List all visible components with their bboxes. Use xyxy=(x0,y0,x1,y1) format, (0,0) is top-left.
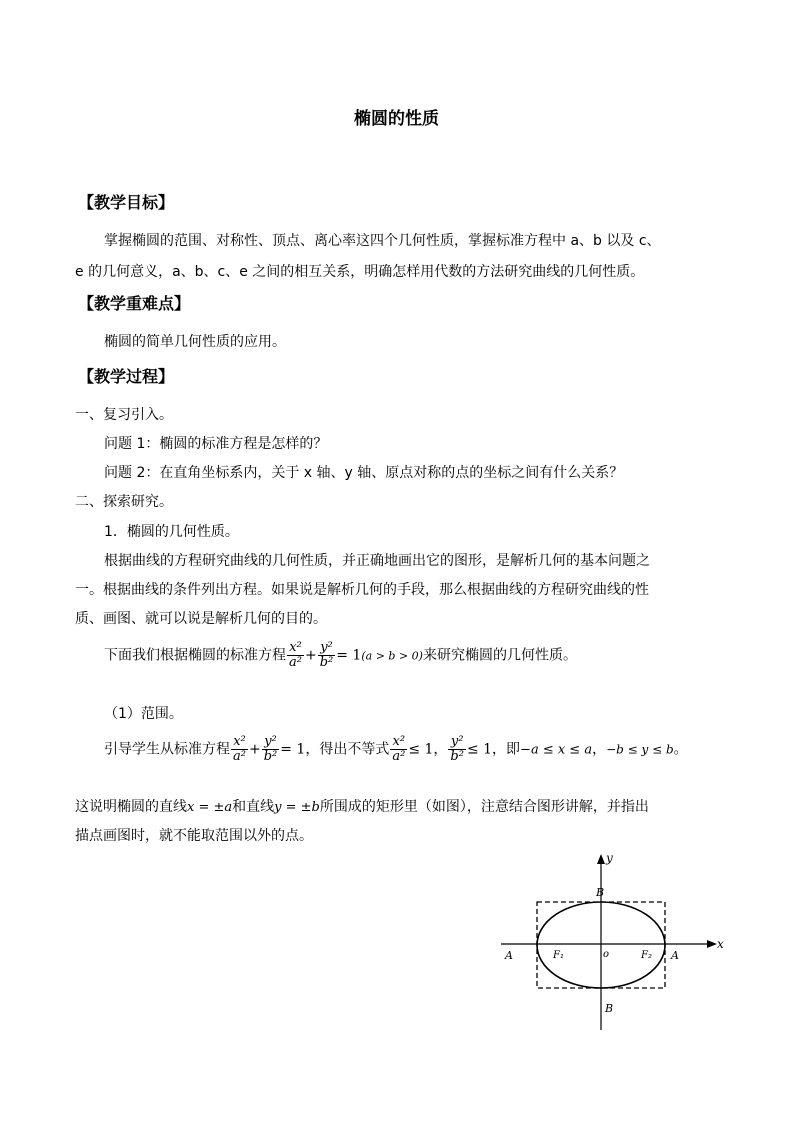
subheading-geometric-properties: 1．椭圆的几何性质。 xyxy=(104,524,239,540)
paragraph-2: 下面我们根据椭圆的标准方程 $\frac{\text{x²}}{\text{a²}}$ + $\frac{\text{y²}}{\text{b²}}$ = 1(a > b > 0)来研究椭圆的几何性质。 xyxy=(104,640,577,670)
vertex-b-top: B xyxy=(596,886,605,899)
paragraph-1-line-1: 根据曲线的方程研究曲线的几何性质，并正确地画出它的图形，是解析几何的基本问题之 xyxy=(104,553,650,569)
inequality-x: −a ≤ x ≤ a xyxy=(520,742,593,758)
question-1: 问题 1：椭圆的标准方程是怎样的？ xyxy=(104,436,328,452)
vertex-b-bottom: B xyxy=(605,1002,614,1015)
key-points-text: 椭圆的简单几何性质的应用。 xyxy=(104,334,286,350)
fraction-y2-b2: $\frac{\text{y²}}{\text{b²}}$ xyxy=(319,640,334,670)
vertex-a-right: A xyxy=(671,949,679,962)
equals-one: = 1 xyxy=(336,647,362,664)
paragraph-4-line-2: 描点画图时，就不能取范围以外的点。 xyxy=(75,828,313,844)
objectives-line-1: 掌握椭圆的范围、对称性、顶点、离心率这四个几何性质，掌握标准方程中 a、b 以及 c、 xyxy=(104,233,661,249)
paragraph-2-post: 来研究椭圆的几何性质。 xyxy=(422,647,577,664)
fraction-x2-a2: $\frac{\text{x²}}{\text{a²}}$ xyxy=(233,734,246,764)
section-key-points: 【教学重难点】 xyxy=(78,294,191,313)
paragraph-4-line-1: 这说明椭圆的直线x = ±a和直线y = ±b所围成的矩形里（如图），注意结合图形讲解，并指出 xyxy=(75,799,649,815)
focus-1-label: F₁ xyxy=(553,950,564,961)
paragraph-3-post: ，即 xyxy=(492,741,521,758)
page-title: 椭圆的性质 xyxy=(354,109,439,129)
x-axis-label: x xyxy=(717,937,724,951)
less-equal-one: ≤ 1 xyxy=(408,741,434,758)
y-axis-arrow-icon xyxy=(597,854,605,864)
question-2: 问题 2：在直角坐标系内，关于 x 轴、y 轴、原点对称的点的坐标之间有什么关系？ xyxy=(104,465,624,481)
paragraph-1-line-2: 一。根据曲线的条件列出方程。如果说是解析几何的手段，那么根据曲线的方程研究曲线的性 xyxy=(75,582,649,598)
vertex-a-left: A xyxy=(505,949,513,962)
section-process: 【教学过程】 xyxy=(78,367,175,386)
paragraph-2-pre: 下面我们根据椭圆的标准方程 xyxy=(104,647,286,664)
objectives-line-2: e 的几何意义，a、b、c、e 之间的相互关系，明确怎样用代数的方法研究曲线的几何性质。 xyxy=(75,264,645,280)
origin-label: o xyxy=(603,949,610,960)
line-x-pm-a: x = ±a xyxy=(187,800,233,815)
x-axis-arrow-icon xyxy=(707,940,717,948)
explore-heading: 二、探索研究。 xyxy=(75,494,173,510)
inequality-y: −b ≤ y ≤ b xyxy=(606,742,674,757)
fraction-x2-a2: $\frac{\text{x²}}{\text{a²}}$ xyxy=(289,640,302,670)
equals-one: = 1 xyxy=(280,741,306,758)
fraction-y2-b2: $\frac{\text{y²}}{\text{b²}}$ xyxy=(450,734,464,764)
y-axis-label: y xyxy=(606,851,613,865)
section-objectives: 【教学目标】 xyxy=(78,193,175,212)
less-equal-one: ≤ 1 xyxy=(466,741,493,758)
ellipse-figure xyxy=(495,848,725,1033)
line-y-pm-b: y = ±b xyxy=(274,800,320,815)
fraction-y2-b2: $\frac{\text{y²}}{\text{b²}}$ xyxy=(263,734,278,764)
condition-a-gt-b: (a > b > 0) xyxy=(361,649,423,663)
paragraph-3-pre: 引导学生从标准方程 xyxy=(104,741,230,758)
focus-2-label: F₂ xyxy=(641,950,652,961)
fraction-x2-a2: $\frac{\text{x²}}{\text{a²}}$ xyxy=(392,734,406,764)
paragraph-1-line-3: 质、画图、就可以说是解析几何的目的。 xyxy=(75,611,327,627)
review-heading: 一、复习引入。 xyxy=(75,407,173,423)
paragraph-3-mid: ，得出不等式 xyxy=(305,741,390,758)
range-heading: （1）范围。 xyxy=(104,706,183,722)
paragraph-3: 引导学生从标准方程 $\frac{\text{x²}}{\text{a²}}$ + $\frac{\text{y²}}{\text{b²}}$ = 1，得出不等式 $\frac{\text{x²}}{\text{a²}}$ ≤ 1， $\frac{\text{y²}}{\text{b²}}$ ≤ 1，即−a ≤ x ≤ a，−b ≤ y ≤ b。 xyxy=(104,734,688,764)
